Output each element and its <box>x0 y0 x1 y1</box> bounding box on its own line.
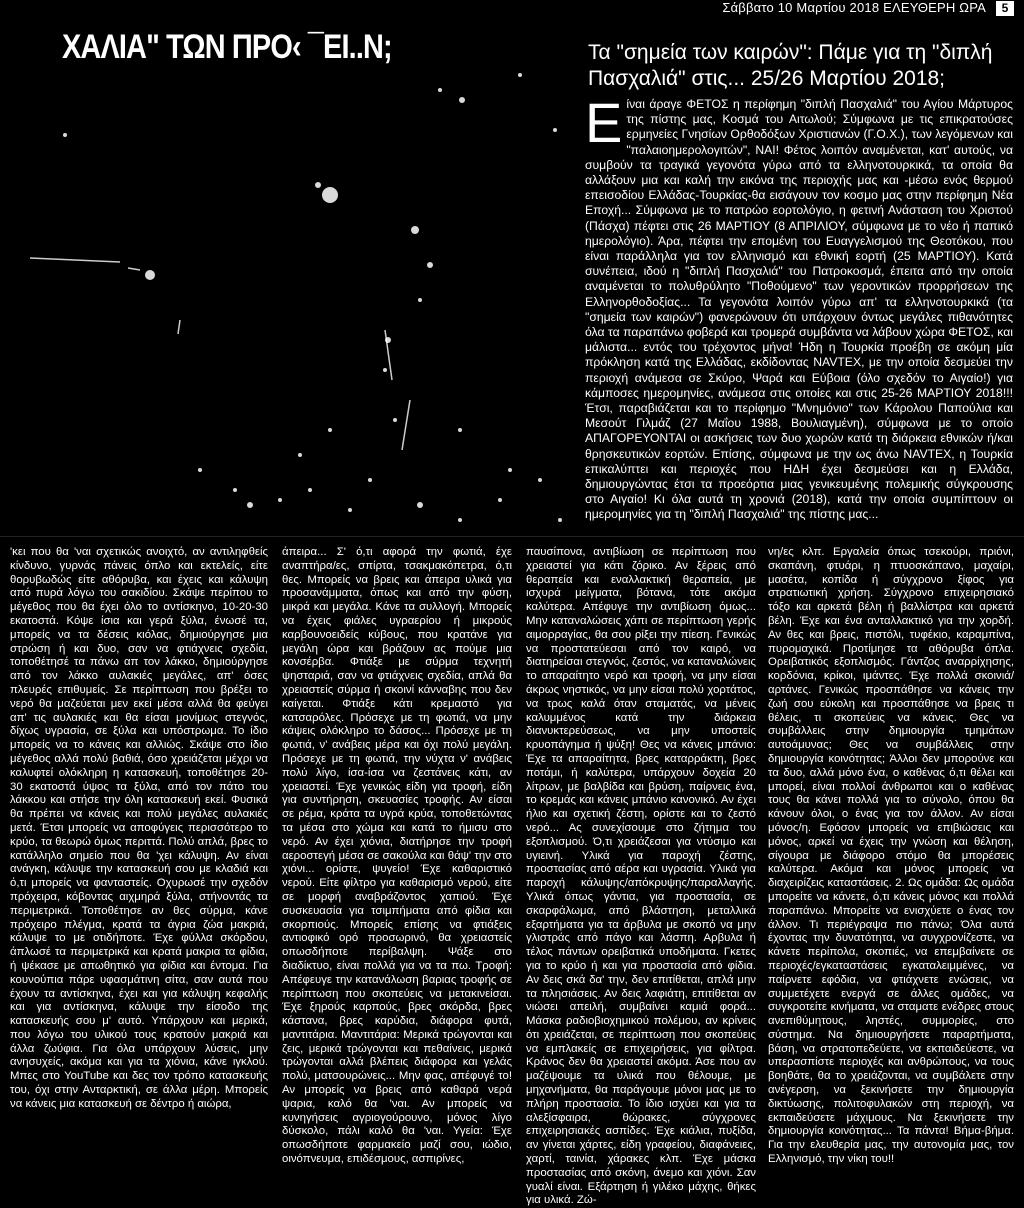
article-text: ίναι άραγε ΦΕΤΟΣ η περίφημη "διπλή Πασχαλιά" του Αγίου Μάρτυρος της πίστης μας, Κοσμά του Αιτωλού; Σύμφωνα με τις επικρατούσες ερμηνείες Γνησίων Ορθοδόξων Χριστιανών (Γ.Ο.Χ.), των λεγόμενων και "παλαιοημερολογιτών", ΝΑΙ! Φέτος λοιπόν αναμένεται, κατ' αυτούς, να συμβούν τα τραγικά γεγονότα γύρω από τα ελληνοτουρκικά, τα οποία θα αλλάξουν μια και καλή την εικόνα της περιοχής μας και -μέσω ενός θερμού επεισοδίου Ελλάδας-Τουρκίας-θα εισάγουν τον κοσμο μας στην περίφημη Νέα Εποχή... Σύμφωνα με το πατρώο εορτολόγιο, η φετινή Ανάσταση του Χριστού (Πάσχα) πέφτει στις 26 ΜΑΡΤΙΟΥ (8 ΑΠΡΙΛΙΟΥ, σύμφωνα με το νέο ή παπικό ημερολόγιο). Άρα, πέφτει την επομένη του Ευαγγελισμού της Θεοτόκου, που είναι παράλληλα για τον ελληνισμό και εθνική εορτή (25 ΜΑΡΤΙΟΥ). Κατά συνέπεια, ιδού η "διπλή Πασχαλιά" του Πατροκοσμά, έπειτα από την οποία αναμένεται το πολυθρύλητο "Ποθούμενο" των γεροντικών προρρήσεων της Ελληνορθοδοξίας... Τα γεγονότα λοιπόν γύρω απ' τα ελληνοτουρκικά (τα "σημεία των καιρών") φανερώνουν ότι υπάρχουν όντως μεγάλες πιθανότητες όλα τα παραπάνω φοβερά και τρομερά συμβάντα να λάβουν χώρα ΦΕΤΟΣ, και μάλιστα... εντός του τρέχοντος μήνα! Ήδη η Τουρκία προέβη σε ακόμη μία πρόκληση κατά της Ελλάδας, εκδίδοντας NAVTEX, με την οποία δεσμεύει την περιοχή ανάμεσα σε Σκύρο, Ψαρά και Εύβοια (όλο σχεδόν το Αιγαίο!) για κάμποσες ημερομηνίες, ανάμεσα στις οποίες και στις 25-26 ΜΑΡΤΙΟΥ 2018!!! Έτσι, παραβιάζεται και το περίφημο "Μνημόνιο" των Κάρολου Παπούλια και Μεσούτ Γιλμάζ (27 Μαΐου 1988, Βουλιαγμένη), σύμφωνα με το οποίο ΑΠΑΓΟΡΕΥΟΝΤΑΙ οι ασκήσεις των δυο χωρών κατά τη διάρκεια εθνικών ή/και θρησκευτικών εορτών. Επίσης, σύμφωνα με την ως άνω NAVTEX, η Τουρκία επικαλύπτει και περιοχές που ΗΔΗ έχει δεσμεύσει και η Ελλάδα, δημιουργώντας έτσι τα προεόρτια μιας γενικευμένης πολεμικής σύγκρουσης στο Αιγαίο! Κι όλα αυτά τη χρονιά (2018), κατά την οποία συμπίπτουν οι ημερομηνίες για τη "διπλή Πασχαλιά" της πίστης μας... <box>585 97 1013 522</box>
text-column-3 <box>526 546 756 1207</box>
drop-cap: Ε <box>585 91 623 154</box>
article-title: Τα "σημεία των καιρών": Πάμε για τη "διπλή Πασχαλιά" στις... 25/26 Μαρτίου 2018; <box>588 41 993 90</box>
night-photo <box>0 0 575 535</box>
photo-speckle <box>0 0 575 535</box>
text-column-1 <box>10 546 268 1186</box>
page-number: 5 <box>996 1 1014 16</box>
column-2-text: άπειρα... Σ' ό,τι αφορά την φωτιά, έχε αναπτήρα/ες, σπίρτα, τσακμακόπετρα, ό,τι θες. Μπορείς να βρεις και άπειρα υλικά για προσανάμματα, όπως και από την φύση, μικρά και μεγάλα. Κάνε τα συλλογή. Μπορείς να έχεις φιάλες υγραερίου ή μικρούς καρβουνοειδείς κύβους, που κρατάνε για μεγάλη ώρα και βράζουν ας πούμε μια κονσέρβα. Φτιάξε με σύρμα τεχνητή ψησταριά, σαν να φτιάχνεις σχεδία, απλά θα χρειαστείς σύρμα ή σκοινί κάνναβης που δεν καίγεται. Φτιάξε κάτι κρεμαστό για κατσαρόλες. Πρόσεχε με τη φωτιά, να μην κάψεις ολόκληρο το δάσος... Πρόσεχε με τη φωτιά, ν' ανάβεις μέρα και όχι πολύ μεγάλη. Πρόσεχε με τη φωτιά, την νύχτα ν' ανάβεις πολύ λίγο, ίσα-ίσα να ζεστάνεις κάτι, αν χρειαστεί. Έχε γενικώς είδη για τροφή, είδη για συντήρηση, σκευασίες τροφής. Αν είσαι σε ρέμα, κράτα τα υγρά κρύα, τοποθετώντας τα μέσα στο χώμα και κατά το ήμισυ στο νερό. Αν έχει χιόνια, διατήρησε την τροφή αεροστεγή μέσα σε σακούλα και θάψ' την στο χιόνι... ορίστε, ψυγείο! Έχε καθαριστικό νερού. Είτε φίλτρο για καθαρισμό νερού, είτε σε μορφή αναβράζοντος χαπιού. Έχε συσκευασία για τσιμπήματα από φίδια και σκορπιούς. Μπορείς επίσης να φτιάξεις αντιοφικό ορό προσωρινό, θα χρειαστείς οπωσδήποτε περίβαλψη. Ψάξε στο διαδίκτυο, είναι πολλά για να τα πω. Τροφή: Απέφευγε την κατανάλωση βαριας τροφής σε περίπτωση που σκοπεύεις να μετακινείσαι. Έχε ξηρούς καρπούς, βρες σκόρδα, βρες κάστανα, βρες καρύδια, διάφορα φυτά, μαντιτάρια. Μαντιτάρια: Μερικά τρώγονται και ζεις, μερικά τρώγονται και πεθαίνεις, μερικά τρώγονται αλλά βλέπεις διάφορα και γελάς πολύ, ματσουρώνεις... Μην φας, απέφυγέ το! Αν μπορείς να βρεις από καθαρά νερά ψαρια, καλό θα 'ναι. Αν μπορείς να κυνηγήσεις αγριογούρουνο, μόνος λίγο δύσκολο, πάλι καλό θα 'ναι. Υγεία: Έχε οπωσδήποτε φαρμακείο μαζί σου, ιώδιο, οινόπνευμα, επιδέσμους, ασπιρίνες, <box>282 546 512 1166</box>
photo-title: ΧΑΛΙΑ" ΤΩΝ ΠΡΟ‹ ¯ΕΙ..Ν; <box>62 28 392 66</box>
text-column-2 <box>282 546 512 1186</box>
text-column-4 <box>768 546 1014 1186</box>
header-date-paper: Σάββατο 10 Μαρτίου 2018 ΕΛΕΥΘΕΡΗ ΩΡΑ <box>722 0 986 15</box>
column-3-text: παυσίπονα, αντιβίωση σε περίπτωση που χρειαστεί για κάτι ζόρικο. Αν ξέρεις από θεραπεία και εναλλακτική θεραπεία, με ισχυρά μείγματα, βότανα, τότε ακόμα καλύτερα. Απέφυγε την αντιβίωση όμως... Μην καταναλώσεις χάπι σε περίπτωση γερής αιμορραγίας, θα σου ρίξει την πίεση. Γενικώς να προστατεύεσαι από τον καιρό, να διατηρείσαι στεγνός, ζεστός, να καταναλώνεις το απαραίτητο νερό και τροφή, να μην είσαι άκρως νηστικός, να μην είσαι πολύ χορτάτος, να τρως καλά όταν σταματάς, να μένεις καλυμμένος κατά την διάρκεια διανυκτερεύσεως, να μην υποστείς κρυοπάγημα ή ψύξη! Θες να κάνεις μπάνιο: Έχε τα απαραίτητα, βρες καταρράκτη, βρες ποτάμι, ή καλύτερα, υπάρχουν δοχεία 20 λίτρων, με βαλβίδα και βρύση, παίρνεις ένα, το κρεμάς και κάνεις μπάνιο κανονικό. Αν έχει ήλιο και σχετική ζέστη, ορίστε και το ζεστό νερό... Ας συνεχίσουμε στο ζήτημα του εξοπλισμού. Ό,τι χρειάζεσαι για ντύσιμο και υγιεινή. Υλικά για παροχή ζέστης, προστασίας από αέρα και υγρασία. Υλικά για παροχή κάλυψης/απόκρυψης/παραλλαγής. Υλικά όπως γάντια, για προστασία, σε σκαρφάλωμα, από βλάστηση, μεταλλικά εξαρτήματα για τα άρβυλα με σκοπό να μην γλιστράς από πάγο και λάσπη. Αρβυλα ή τέλος πάντων ορειβατικά υποδήματα. Γκετες για το κρύο ή και για προστασία από φίδια. Αν δεις σκά δα' την, δεν επιτίθεται, απλά μην τα πλησιάσεις. Αν δεις λαφιάτη, επιτίθεται αν νιώσει απειλή, συμβαίνει καμιά φορά... Μάσκα ραδιοβιοχημικού πολέμου, αν κρίνεις ότι χρειάζεται, σε περίπτωση που σκοπεύεις να εμπλακείς σε επιχειρήσεις, για φίλτρα. Κράνος δεν θα χρειαστεί ακόμα. Άσε που αν μαζέψουμε τα υλικά που θέλουμε, με μηχανήματα, θα παράγουμε μόνοι μας με το πλήρη προστασία. Το ίδιο ισχύει και για τα αλεξίσφαιρα, θώρακες, σύγχρονες επιχειρησιακές ασπίδες. Έχε κιάλια, πυξίδα, αν γίνεται χάρτες, είδη γραφείου, διαφάνειες, χαρτί, ταινία, χάρακες κλπ. Έχε μάσκα προστασίας από σκόνη, άνεμο και χιόνι. Σαν γυαλί είναι. Εξάρτηση ή γιλέκο μάχης, θήκες για υλικά. Ζώ- <box>526 546 756 1207</box>
column-4-text: νη/ες κλπ. Εργαλεία όπως τσεκούρι, πριόνι, σκαπάνη, φτυάρι, η πτυοσκάπανο, μαχαίρι, μασέτα, κοπίδα ή σύγχρονο ξίφος για στρατιωτική χρήση. Σύγχρονο επιχειρησιακό τόξο και αρκετά βέλη ή βαλλίστρα και αρκετά βέλη. Έχε και ένα ανταλλακτικό για την χορδή. Αν θες και βρεις, πιστόλι, τυφέκιο, καραμπίνα, πυρομαχικά. Προτίμησε τα αθόρυβα όπλα. Ορειβατικός εξοπλισμός. Γάντζος αναρρίχησης, κορδόνια, κρίκοι, ιμάντες. Έχε πολλά σκοινιά/αρτάνες. Γενικώς προσπάθησε να κάνεις την ζωή σου εύκολη και προσπάθησε να βρεις τι θέλεις, τι σκοπεύεις να κάνεις. Θες να συμβάλλεις στην δημιουργία τμημάτων αυτοάμυνας; Θες να συμβάλλεις στην δημιουργία κοινότητας; Άλλοι δεν μπορούνε και τα δυο, αλλά μόνο ένα, ο καθένας ό,τι θέλει και μπορεί, είναι πολλοί άνθρωποι και ο καθένας τους θα κάνει πολλά για το σύνολο, όπου θα κάνουν όλοι, ο ένας για τον άλλον. Αν είσαι μόνος/η. Εφόσον μπορείς να επιβιώσεις και μόνος, αρκεί να έχεις την γνώση και θέληση, σίγουρα με διάφορο στόμο θα μπορέσεις καλύτερα. Ακόμα και μόνος μπορείς να διαχειρίζεις καταστάσεις. 2. Ως ομάδα: Ως ομάδα μπορείτε να κάνετε, ό,τι κάνεις μόνος και πολλά παραπάνω. Μπορείτε να ενισχύετε ο ένας τον άλλον. Τι περιέγραψα πιο πάνω; Όλα αυτά έχοντας την δυνατότητα, να συγχρονίζεστε, να κάνετε περίπολα, σκοπιές, να επεμβαίνετε σε περιοχές/εγκαταστάσεις εγκαταλειμμένες, να παίρνετε εφόδια, να φτιάχνετε ενώσεις, να συμμετέχετε ενεργά σε άλλες ομάδες, να συγκροτείτε κινήματα, να σταματε ενέδρες στους ανεπιθύμητους, ληστές, συμμορίες, στο σύστημα. Να δημιουργήσετε παραρτήματα, βάση, να στρατοπεδεύετε, να εκπαιδεύεστε, να υπερασπίστε περιοχές και ανθρώπους, να τους βοηθάτε, θα το χρειάζονται, να συμβάλετε στην ανέγερση, να ξεκινήσετε την δημιουργία δικτύωσης, πολιτοφυλακών στη περιοχή, να εκπαιδεύσετε μάχιμους. Να ξεκινήσετε την δημιουργία κοινότητας... Τα πάντα! Βήμα-βήμα. Για την ελευθερία μας, την αυτονομία μας, τον Ελληνισμό, την νίκη του!! <box>768 546 1014 1166</box>
column-1-text: 'κει που θα 'ναι σχετικώς ανοιχτό, αν αντιληφθείς κίνδυνο, γυρνάς πάνεις όπλο και εκτελείς, είτε θορυβωδώς είτε αθόρυβα, και έχεις και κάλυψη από πυρά λόγω του σακιδίου. Σκάψε περίπου το μέγεθος που θα έχει όλο το αντίσκηνο, 10-20-30 εκατοστά. Κόψε ίσια και γερά ξύλα, ένωσέ τα, μπορείς να τα δέσεις κιόλας, δημιούργησε μια στρώση ή και δυο, σαν να φτιάχνεις σχεδία, τοποθέτησέ τα πάνω απ τον λάκκο, δημιούργησε από τον λάκκο αυλακιές μεγάλες, απ' όσες πλευρές επιθυμείς. Σε περίπτωση που βρέξει το νερό θα μαζεύεται μεν εκεί μέσα αλλά θα φεύγει απ' τις αυλακιές και θα είσαι μονίμως στεγνός, δίχως υγρασία, σε ξύλα και υπόστρωμα. Το ίδιο μπορείς να το κάνεις και αλλιώς. Σκάψε στο ίδιο μέγεθος αλλά πολύ βαθιά, όσο χρειάζεται μέχρι να καλυφτεί ολόκληρη η κατασκευή, τοποθέτησε 20-30 εκατοστά ύψος τα ξύλα, από τον πάτο του λάκκου και στήσε την όλη κατασκευή εκεί. Φυσικά θα πρέπει να κάνεις και πολύ μεγάλες αυλακιές μετά. Έτσι μπορείς να αποφύγεις περισσότερο το κρύο, τα θεωρώ όμως περιττά. Πολύ απλά, βρες το κατάλληλο σημείο που θα 'χει κάλυψη. Αν είναι ανάγκη, κάλυψε την κατασκευή σου με κλαδιά και ό,τι μπορείς να φανταστείς. Οχυρωσέ την σχεδόν πρόχειρα, κόβοντας αιχμηρά ξύλα, στήνοντάς τα περιμετρικά. Τοποθέτησε αν θες σύρμα, κάνε πρόχειρο πλέγμα, κρατά τα άγρια ζώα μακριά, κάλυψε το με οτιδήποτε. Έχε φύλλα σκόρδου, άπλωσέ τα περιμετρικά και κρατά μακρια τα φίδια, ή ψέκασε με απωθητικό για φίδια και έντομα. Για κουνούπια πάρε υφασμάτινη σίτα, σαν αυτά που έχουν τα αντίσκηνα, έχει και για κάλυψη κεφαλής και για αντίσκηνα, κάλυψε την είσοδο της κατασκευής σου μ' αυτό. Υπάρχουν και μερικά, που λόγω του υλικού τους κρατούν μακριά και άλλα ζωύφια. Για όλα υπάρχουν λύσεις, μην ανησυχείς, ακόμα και για τα χιόνια, κάνε ιγκλού. Μπες στο YouTube και δες τον τρόπο κατασκευής του, όχι στην Ανταρκτική, σε άλλα μέρη. Μπορείς να κάνεις μια κατασκευή σε δέντρο ή αιώρα, <box>10 546 268 1110</box>
section-divider <box>0 536 1024 537</box>
article-body <box>585 91 1013 523</box>
